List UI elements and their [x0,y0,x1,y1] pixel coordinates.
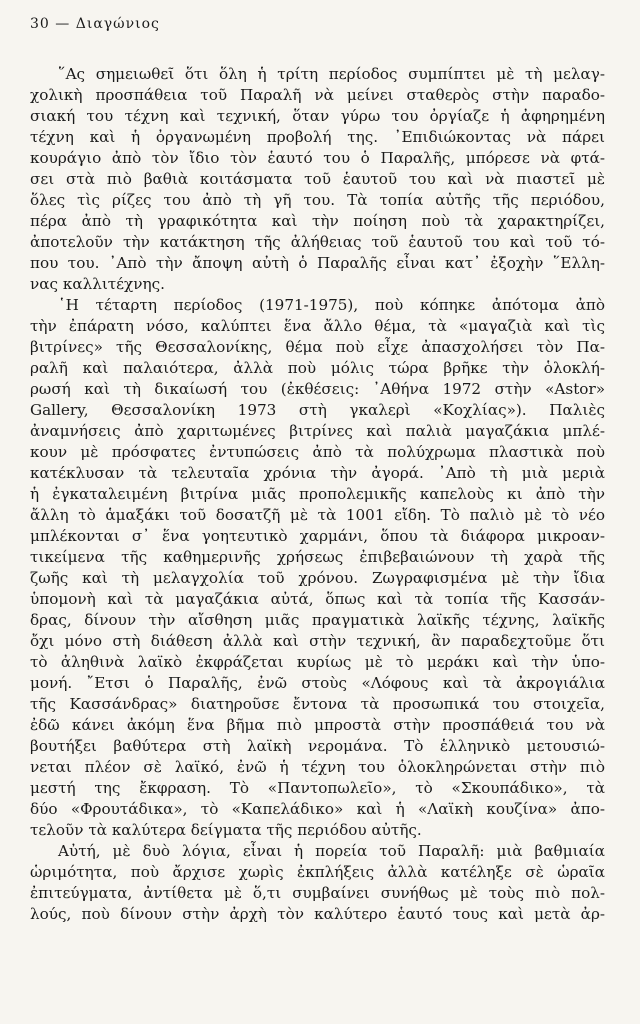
text-line: ῞Ας σημειωθεῖ ὅτι ὅλη ἡ τρίτη περίοδος συμπίπτει μὲ τὴ μελαγ- [58,65,605,83]
text-line: ἐδῶ κάνει ἀκόμη ἕνα βῆμα πιὸ μπροστὰ στὴν προσπάθειά του νὰ [30,716,605,734]
text-line: χολικὴ προσπάθεια τοῦ Παραλῆ νὰ μείνει σταθερὸς στὴν παραδο- [30,86,605,104]
text-line: που του. ᾿Απὸ τὴν ἄποψη αὐτὴ ὁ Παραλῆς εἶναι κατ᾿ ἐξοχὴν ῞Ελλη- [30,254,605,272]
text-line: τέχνη καὶ ἡ ὀργανωμένη προβολή της. ᾿Επιδιώκοντας νὰ πάρει [30,128,605,146]
text-line: ἄλλη τὸ ἁμαξάκι τοῦ δοσατζῆ μὲ τὰ 1001 εἴδη. Τὸ παλιὸ μὲ τὸ νέο [30,506,605,524]
text-line: μπλέκονται σ᾿ ἕνα γοητευτικὸ χαρμάνι, ὅπου τὰ διάφορα μικροαν- [30,527,605,545]
text-line: ἡ ἐγκαταλειμένη βιτρίνα μιᾶς προπολεμικῆς καπελοὺς κι ἀπὸ τὴν [30,485,605,503]
page-number: 30 [30,16,50,32]
text-line: ραλῆ καὶ παλαιότερα, ἀλλὰ ποὺ μόλις τώρα βρῆκε τὴν ὁλοκλή- [30,359,605,377]
header-separator: — [55,16,71,32]
text-line: πέρα ἀπὸ τὴ γραφικότητα καὶ τὴν ποίηση ποὺ τὰ χαρακτηρίζει, [30,212,605,230]
text-line: κουράγιο ἀπὸ τὸν ἴδιο τὸν ἑαυτό του ὁ Παραλῆς, μπόρεσε νὰ φτά- [30,149,605,167]
paragraph [30,841,605,925]
text-line: λούς, ποὺ δίνουν στὴν ἀρχὴ τὸν καλύτερο ἑαυτό τους καὶ μετὰ ἀρ- [30,905,605,923]
text-line: τὴν ἐπάρατη νόσο, καλύπτει ἕνα ἄλλο θέμα, τὰ «μαγαζιὰ καὶ τὶς [30,317,605,335]
paragraph [30,295,605,841]
text-line: ἀναμνήσεις ἀπὸ χαριτωμένες βιτρίνες καὶ παλιὰ μαγαζάκια μπλέ- [30,422,605,440]
text-line: ρωσή καὶ τὴ δικαίωσή του (ἐκθέσεις: ᾿Αθήνα 1972 στὴν «Astor» [30,380,605,398]
text-line: σιακή του τέχνη καὶ τεχνική, ὅταν γύρω του ὀργίαζε ἡ ἀφηρημένη [30,107,605,125]
text-line: ὡριμότητα, ποὺ ἄρχισε χωρὶς ἐκπλήξεις ἀλλὰ κατέληξε σὲ ὡραῖα [30,863,605,881]
paragraph [30,64,605,295]
text-line: τῆς Κασσάνδρας» διατηροῦσε ἔντονα τὰ προσωπικά του στοιχεῖα, [30,695,605,713]
body-text [30,64,605,925]
text-line: ἀποτελοῦν τὴν κατάκτηση τῆς ἀλήθειας τοῦ ἑαυτοῦ του καὶ τοῦ τό- [30,233,605,251]
text-line: μεστή της ἔκφραση. Τὸ «Παντοπωλεῖο», τὸ «Σκουπάδικο», τὰ [30,779,605,797]
text-line: τικείμενα τῆς καθημερινῆς χρήσεως ἐπιβεβαιώνουν τὴ χαρὰ τῆς [30,548,605,566]
text-line: τελοῦν τὰ καλύτερα δείγματα τῆς περιόδου αὐτῆς. [30,821,422,839]
text-line: Αὐτή, μὲ δυὸ λόγια, εἶναι ἡ πορεία τοῦ Παραλῆ: μιὰ βαθμιαία [58,842,605,860]
text-line: νεται πλέον σὲ λαϊκό, ἐνῶ ἡ τέχνη του ὁλοκληρώνεται στὴν πιὸ [30,758,605,776]
text-line: ζωῆς καὶ τὴ μελαγχολία τοῦ χρόνου. Ζωγραφισμένα μὲ τὴν ἴδια [30,569,605,587]
text-line: ὅλες τὶς ρίζες του ἀπὸ τὴ γῆ του. Τὰ τοπία αὐτῆς τῆς περιόδου, [30,191,605,209]
text-line: ῾Η τέταρτη περίοδος (1971-1975), ποὺ κόπηκε ἀπότομα ἀπὸ [58,296,605,314]
text-line: νας καλλιτέχνης. [30,275,165,293]
text-line: ὄχι μόνο στὴ διάθεση ἀλλὰ καὶ στὴν τεχνική, ἂν παραδεχτοῦμε ὅτι [30,632,605,650]
text-line: τὸ ἀληθινὰ λαϊκὸ ἐκφράζεται κυρίως μὲ τὸ μεράκι καὶ τὴν ὑπο- [30,653,605,671]
text-line: κατέκλυσαν τὰ τελευταῖα χρόνια τὴν ἀγορά. ᾿Απὸ τὴ μιὰ μεριὰ [30,464,605,482]
running-header [30,16,160,32]
text-line: δύο «Φρουτάδικα», τὸ «Καπελάδικο» καὶ ἡ «Λαϊκὴ κουζίνα» ἀπο- [30,800,605,818]
text-line: σει στὰ πιὸ βαθιὰ κοιτάσματα τοῦ ἑαυτοῦ του καὶ νὰ πιαστεῖ μὲ [30,170,605,188]
text-line: Gallery, Θεσσαλονίκη 1973 στὴ γκαλερὶ «Κοχλίας»). Παλιὲς [30,401,605,419]
text-line: δρας, δίνουν τὴν αἴσθηση μιᾶς πραγματικὰ λαϊκῆς τέχνης, λαϊκῆς [30,611,605,629]
text-line: ὑπομονὴ καὶ τὰ μαγαζάκια αὐτά, ὅπως καὶ τὰ τοπία τῆς Κασσάν- [30,590,605,608]
text-line: βιτρίνες» τῆς Θεσσαλονίκης, θέμα ποὺ εἶχε ἀπασχολήσει τὸν Πα- [30,338,605,356]
running-title: Διαγώνιος [75,16,160,32]
text-line: μονή. ῎Ετσι ὁ Παραλῆς, ἐνῶ στοὺς «Λόφους καὶ τὰ ἀκρογιάλια [30,674,605,692]
text-line: ἐπιτεύγματα, ἀντίθετα μὲ ὅ,τι συμβαίνει συνήθως μὲ τοὺς πιὸ πολ- [30,884,605,902]
text-line: βουτήξει βαθύτερα στὴ λαϊκὴ νερομάνα. Τὸ ἑλληνικὸ μετουσιώ- [30,737,605,755]
text-line: κουν μὲ πρόσφατες ἐντυπώσεις ἀπὸ τὰ πολύχρωμα πλαστικὰ ποὺ [30,443,605,461]
